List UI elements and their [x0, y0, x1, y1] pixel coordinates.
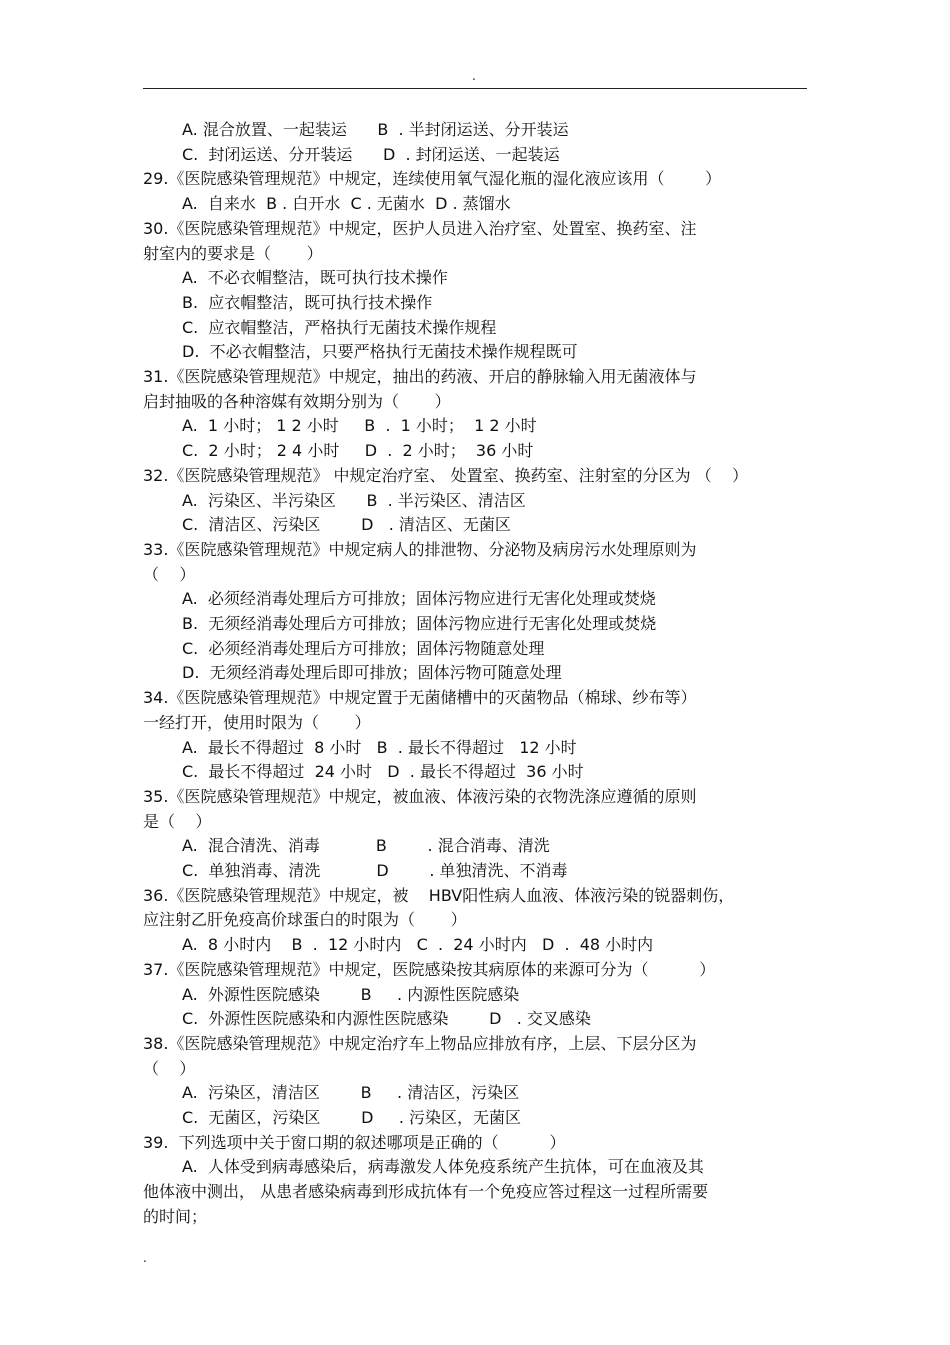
question-continuation-line: 他体液中测出， 从患者感染病毒到形成抗体有一个免疫应答过程这一过程所需要	[143, 1182, 709, 1202]
question-line: 38.《医院感染管理规范》中规定治疗车上物品应排放有序，上层、下层分区为	[143, 1033, 697, 1053]
question-continuation-line: （ ）	[143, 564, 196, 584]
answer-option-line: C. 必须经消毒处理后方可排放；固体污物随意处理	[182, 638, 545, 658]
answer-option-line: D. 不必衣帽整洁，只要严格执行无菌技术操作规程既可	[182, 342, 578, 362]
header-dot: .	[472, 69, 476, 83]
answer-option-line: C. 外源性医院感染和内源性医院感染 D . 交叉感染	[182, 1009, 591, 1029]
answer-option-line: A. 必须经消毒处理后方可排放；固体污物应进行无害化处理或焚烧	[182, 589, 656, 609]
question-line: 29.《医院感染管理规范》中规定，连续使用氧气湿化瓶的湿化液应该用（ ）	[143, 169, 722, 189]
answer-option-line: A. 污染区，清洁区 B . 清洁区，污染区	[182, 1083, 520, 1103]
answer-option-line: A. 8 小时内 B . 12 小时内 C . 24 小时内 D . 48 小时内	[182, 935, 654, 955]
question-line: 36.《医院感染管理规范》中规定，被 HBV阳性病人血液、体液污染的锐器刺伤，	[143, 885, 735, 905]
answer-option-line: C. 清洁区、污染区 D . 清洁区、无菌区	[182, 515, 511, 535]
answer-option-line: A. 自来水 B . 白开水 C . 无菌水 D . 蒸馏水	[182, 194, 511, 214]
question-line: 35.《医院感染管理规范》中规定，被血液、体液污染的衣物洗涤应遵循的原则	[143, 786, 697, 806]
answer-option-line: A. 混合清洗、消毒 B . 混合消毒、清洗	[182, 836, 550, 856]
question-continuation-line: 一经打开，使用时限为（ ）	[143, 712, 371, 732]
answer-option-line: C. 应衣帽整洁，严格执行无菌技术操作规程	[182, 317, 497, 337]
answer-option-line: C. 封闭运送、分开装运 D . 封闭运送、一起装运	[182, 144, 560, 164]
question-line: 33.《医院感染管理规范》中规定病人的排泄物、分泌物及病房污水处理原则为	[143, 539, 697, 559]
answer-option-line: A. 最长不得超过 8 小时 B . 最长不得超过 12 小时	[182, 737, 577, 757]
question-line: 39. 下列选项中关于窗口期的叙述哪项是正确的（ ）	[143, 1132, 566, 1152]
question-continuation-line: （ ）	[143, 1058, 196, 1078]
question-line: 30.《医院感染管理规范》中规定，医护人员进入治疗室、处置室、换药室、注	[143, 218, 697, 238]
question-line: 32.《医院感染管理规范》 中规定治疗室、 处置室、换药室、注射室的分区为 （ ）	[143, 465, 749, 485]
question-continuation-line: 启封抽吸的各种溶媒有效期分别为（ ）	[143, 391, 451, 411]
answer-option-line: A. 污染区、半污染区 B . 半污染区、清洁区	[182, 490, 526, 510]
question-line: 34.《医院感染管理规范》中规定置于无菌储槽中的灭菌物品（棉球、纱布等）	[143, 688, 697, 708]
answer-option-line: C. 2 小时； 2 4 小时 D . 2 小时； 36 小时	[182, 441, 534, 461]
answer-option-line: A. 不必衣帽整洁，既可执行技术操作	[182, 268, 448, 288]
question-continuation-line: 射室内的要求是（ ）	[143, 243, 323, 263]
answer-option-line: A. 混合放置、一起装运 B . 半封闭运送、分开装运	[182, 120, 569, 139]
answer-option-line: C. 单独消毒、清洗 D . 单独清洗、不消毒	[182, 861, 568, 880]
answer-option-line: D. 无须经消毒处理后即可排放；固体污物可随意处理	[182, 663, 562, 683]
question-line: 37.《医院感染管理规范》中规定，医院感染按其病原体的来源可分为（ ）	[143, 959, 716, 979]
answer-option-line: A. 1 小时； 1 2 小时 B . 1 小时； 1 2 小时	[182, 416, 537, 436]
question-line: 31.《医院感染管理规范》中规定，抽出的药液、开启的静脉输入用无菌液体与	[143, 367, 697, 386]
answer-option-line: A. 外源性医院感染 B . 内源性医院感染	[182, 984, 520, 1004]
answer-option-line: C. 无菌区，污染区 D . 污染区，无菌区	[182, 1108, 522, 1127]
answer-option-line: C. 最长不得超过 24 小时 D . 最长不得超过 36 小时	[182, 762, 584, 782]
question-continuation-line: 应注射乙肝免疫高价球蛋白的时限为（ ）	[143, 910, 467, 930]
question-continuation-line: 的时间；	[143, 1206, 208, 1226]
header-rule	[143, 88, 807, 89]
answer-option-line: B. 应衣帽整洁，既可执行技术操作	[182, 292, 433, 312]
question-continuation-line: 是（ ）	[143, 811, 212, 831]
footer-dot: .	[143, 1251, 147, 1265]
answer-option-line: A. 人体受到病毒感染后，病毒激发人体免疫系统产生抗体，可在血液及其	[182, 1157, 704, 1177]
answer-option-line: B. 无须经消毒处理后方可排放；固体污物应进行无害化处理或焚烧	[182, 614, 657, 633]
